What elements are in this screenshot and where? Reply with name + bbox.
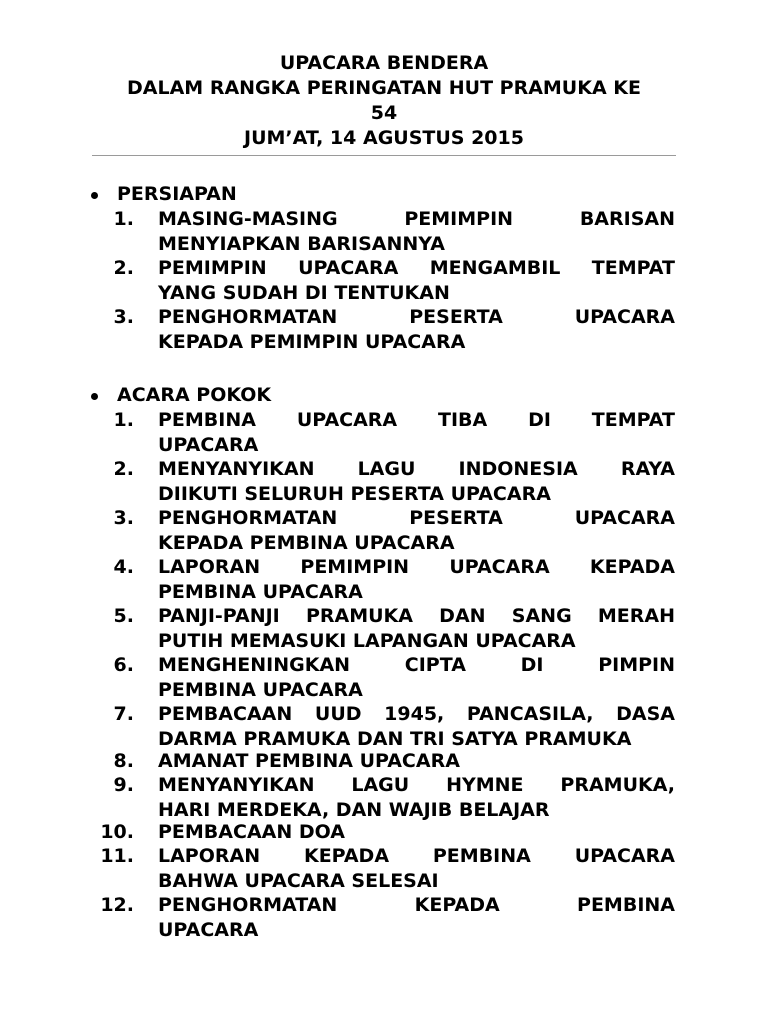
item-number: 4.	[113, 556, 134, 578]
item-text	[158, 207, 675, 257]
item-line: DIIKUTI SELURUH PESERTA UPACARA	[158, 483, 551, 505]
item-line: UPACARA	[158, 919, 259, 941]
bullet-icon	[91, 192, 98, 199]
item-text	[158, 844, 675, 894]
item-line: PEMBACAAN DOA	[158, 821, 345, 843]
item-line: PEMIMPIN UPACARA MENGAMBIL TEMPAT	[158, 257, 675, 279]
item-number: 9.	[113, 774, 134, 796]
item-line: PENGHORMATAN KEPADA PEMBINA	[158, 894, 675, 916]
item-line: MENYIAPKAN BARISANNYA	[158, 233, 445, 255]
document-header	[92, 51, 676, 151]
item-number: 5.	[113, 605, 134, 627]
item-text	[158, 457, 675, 507]
item-line: MENYANYIKAN LAGU INDONESIA RAYA	[158, 458, 675, 480]
item-number: 2.	[113, 257, 134, 279]
item-line: LAPORAN PEMIMPIN UPACARA KEPADA	[158, 556, 675, 578]
item-number: 1.	[113, 208, 134, 230]
item-line: HARI MERDEKA, DAN WAJIB BELAJAR	[158, 799, 550, 821]
item-text	[158, 408, 675, 458]
item-number: 10.	[100, 821, 134, 843]
section-title: ACARA POKOK	[117, 384, 272, 406]
item-text	[158, 305, 675, 355]
item-text	[158, 749, 675, 774]
item-line: PEMBINA UPACARA	[158, 581, 363, 603]
item-line: LAPORAN KEPADA PEMBINA UPACARA	[158, 845, 675, 867]
item-line: PEMBINA UPACARA TIBA DI TEMPAT	[158, 409, 675, 431]
item-number: 2.	[113, 458, 134, 480]
item-number: 3.	[113, 306, 134, 328]
item-line: BAHWA UPACARA SELESAI	[158, 870, 439, 892]
item-text	[158, 256, 675, 306]
header-divider	[92, 155, 676, 156]
item-line: PEMBACAAN UUD 1945, PANCASILA, DASA	[158, 703, 675, 725]
bullet-icon	[91, 393, 98, 400]
item-line: PEMBINA UPACARA	[158, 679, 363, 701]
item-number: 6.	[113, 654, 134, 676]
item-number: 11.	[100, 845, 134, 867]
item-line: PANJI-PANJI PRAMUKA DAN SANG MERAH	[158, 605, 675, 627]
item-text	[158, 604, 675, 654]
item-number: 8.	[113, 750, 134, 772]
item-line: MASING-MASING PEMIMPIN BARISAN	[158, 208, 675, 230]
item-number: 12.	[100, 894, 134, 916]
item-line: MENGHENINGKAN CIPTA DI PIMPIN	[158, 654, 675, 676]
item-line: PENGHORMATAN PESERTA UPACARA	[158, 306, 675, 328]
item-line: MENYANYIKAN LAGU HYMNE PRAMUKA,	[158, 774, 675, 796]
item-text	[158, 555, 675, 605]
item-text	[158, 773, 675, 823]
item-number: 7.	[113, 703, 134, 725]
section-title: PERSIAPAN	[117, 183, 237, 205]
header-subtitle-continued: 54	[370, 102, 398, 124]
item-text	[158, 820, 675, 845]
header-title: UPACARA BENDERA	[279, 52, 489, 74]
item-text	[158, 506, 675, 556]
item-line: AMANAT PEMBINA UPACARA	[158, 750, 460, 772]
item-line: PENGHORMATAN PESERTA UPACARA	[158, 507, 675, 529]
item-line: KEPADA PEMIMPIN UPACARA	[158, 331, 466, 353]
item-line: DARMA PRAMUKA DAN TRI SATYA PRAMUKA	[158, 728, 632, 750]
header-subtitle: DALAM RANGKA PERINGATAN HUT PRAMUKA KE	[127, 77, 641, 99]
item-text	[158, 702, 675, 752]
item-line: PUTIH MEMASUKI LAPANGAN UPACARA	[158, 630, 576, 652]
item-number: 1.	[113, 409, 134, 431]
item-line: UPACARA	[158, 434, 259, 456]
item-line: YANG SUDAH DI TENTUKAN	[158, 282, 450, 304]
item-line: KEPADA PEMBINA UPACARA	[158, 532, 455, 554]
item-text	[158, 893, 675, 943]
item-text	[158, 653, 675, 703]
item-number: 3.	[113, 507, 134, 529]
header-date: JUM’AT, 14 AGUSTUS 2015	[244, 127, 524, 149]
